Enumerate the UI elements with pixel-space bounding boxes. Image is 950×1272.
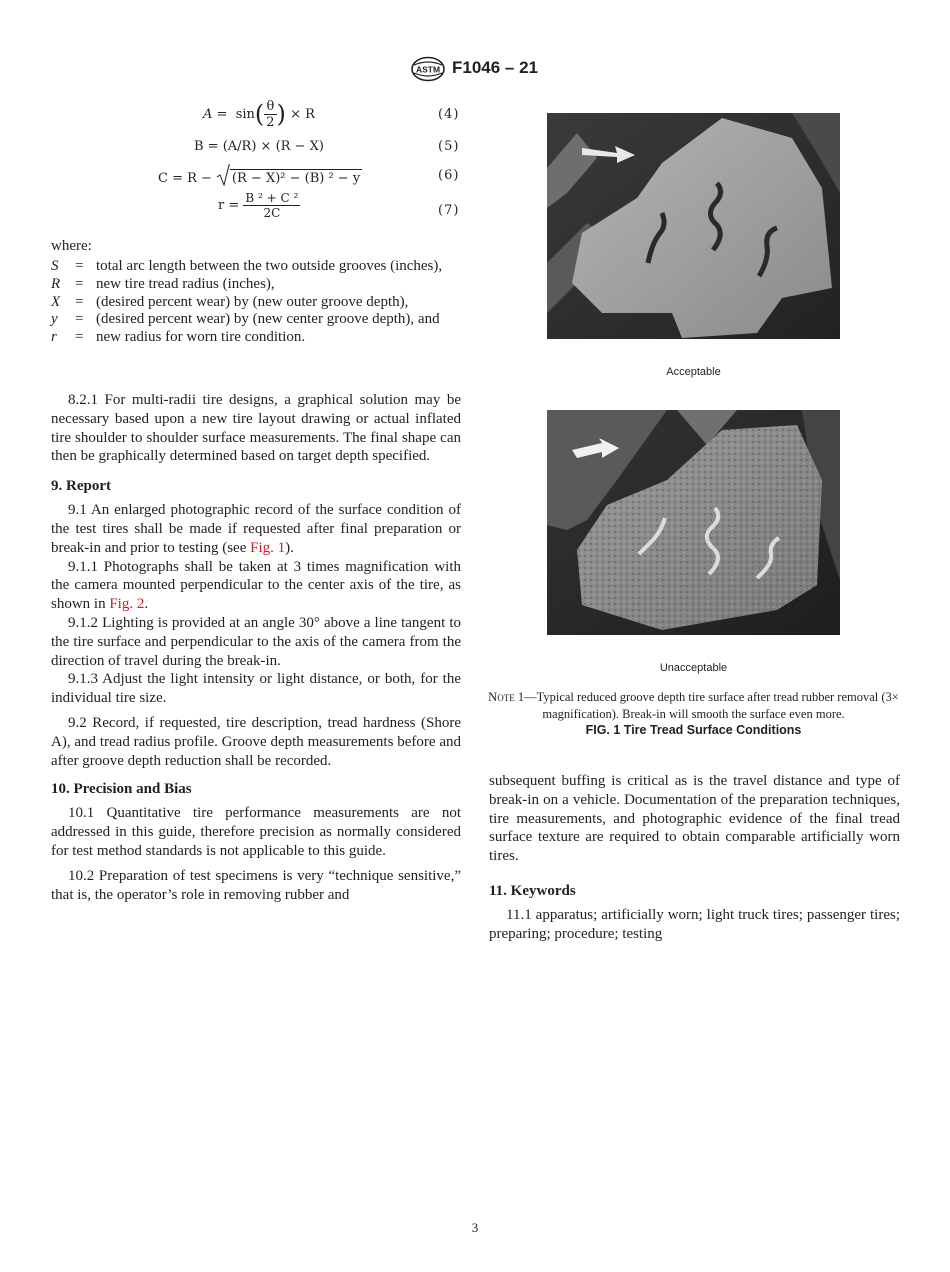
acceptable-tread-photo xyxy=(547,113,840,339)
section-10-heading: 10. Precision and Bias xyxy=(51,781,192,798)
astm-logo-icon xyxy=(410,56,446,82)
definition-row: r = new radius for worn tire condition. xyxy=(51,329,306,346)
equation-number: (7) xyxy=(438,203,460,218)
right-column-body xyxy=(489,772,900,944)
definition-row: S = total arc length between the two outside grooves (inches), xyxy=(51,258,443,274)
equation-number: (5) xyxy=(438,139,460,154)
paragraph-9-1: 9.1 An enlarged photographic record of the surface condition of the test tires shall be made if requested after final preparation or break-in and prior to testing (see Fig. 1). xyxy=(51,502,461,556)
fig-1-link[interactable]: Fig. 1 xyxy=(250,539,286,556)
definition-row: X = (desired percent wear) by (new outer groove depth), xyxy=(51,293,409,310)
equation-number: (6) xyxy=(438,168,460,183)
caption-unacceptable: Unacceptable xyxy=(659,662,728,674)
page-header xyxy=(0,56,950,82)
section-9-heading: 9. Report xyxy=(51,478,111,495)
where-label: where: xyxy=(51,238,92,254)
equation-number: (4) xyxy=(438,107,460,122)
paragraph-10-2: 10.2 Preparation of test specimens is very “technique sensitive,” that is, the operator’s role in removing rubber and xyxy=(51,867,461,903)
paragraph-9-2: 9.2 Record, if requested, tire description, tread hardness (Shore A), and tread radius profile. Groove depth measurements before and after groove depth reduction shall be recorded. xyxy=(51,714,461,769)
definition-row: y = (desired percent wear) by (new center groove depth), and xyxy=(51,311,440,328)
variable-definitions xyxy=(51,258,461,347)
sqrt-icon xyxy=(216,164,230,186)
paragraph-9-1-3: 9.1.3 Adjust the light intensity or light distance, or both, for the individual tire size. xyxy=(51,671,461,707)
svg-text:ASTM: ASTM xyxy=(415,64,441,75)
figure-title: FIG. 1 Tire Tread Surface Conditions xyxy=(585,723,802,737)
paragraph-8-2-1: 8.2.1 For multi-radii tire designs, a graphical solution may be necessary based upon a new tire layout drawing or actual inflated tire shoulder to shoulder surface measurements. The final shape can then be graphically determined based on target depth specified. xyxy=(51,392,461,465)
equation-7: r = $\frac{\text{B ² + C ²}}{2C}$ xyxy=(218,191,299,220)
paragraph-9-1-1: 9.1.1 Photographs shall be taken at 3 times magnification with the camera mounted perpendicular to the center axis of the tire, as shown in Fig. 2. xyxy=(51,558,461,613)
section-11-heading: 11. Keywords xyxy=(489,882,576,899)
equation-4: A = sin ( $\frac{\theta}{2}$ ) × R xyxy=(203,98,315,130)
paragraph-11-1: 11.1 apparatus; artificially worn; light truck tires; passenger tires; preparing; procedure; testing xyxy=(489,906,900,942)
paragraph-10-2-continued: subsequent buffing is critical as is the travel distance and type of break-in on a vehicle. Documentation of the preparation techniques, tire measurements, and photographic evidence of the final tread surface texture are required to obtain comparable artificially worn tires. xyxy=(489,773,900,865)
equation-6: C = R − (R − X)² − (B) ² − y xyxy=(158,164,362,186)
left-column-body xyxy=(51,391,461,904)
standard-designation: F1046 – 21 xyxy=(452,58,539,77)
paragraph-9-1-2: 9.1.2 Lighting is provided at an angle 30° above a line tangent to the tire surface and perpendicular to the axis of the camera from the direction of travel during the break-in. xyxy=(51,614,461,669)
caption-acceptable: Acceptable xyxy=(666,366,721,378)
definition-row: R = new tire tread radius (inches), xyxy=(51,275,275,292)
paragraph-10-1: 10.1 Quantitative tire performance measurements are not addressed in this guide, therefore precision as normally considered for test method standards is not applicable to this guide. xyxy=(51,805,461,859)
equation-5: B = (A/R) × (R − X) xyxy=(194,139,324,154)
figure-note: Note 1—Typical reduced groove depth tire surface after tread rubber removal (3× magnification). Break-in will smooth the surface even more. xyxy=(488,690,899,721)
page-number: 3 xyxy=(471,1220,479,1235)
fig-2-link[interactable]: Fig. 2 xyxy=(109,596,145,613)
unacceptable-tread-photo xyxy=(547,410,840,635)
